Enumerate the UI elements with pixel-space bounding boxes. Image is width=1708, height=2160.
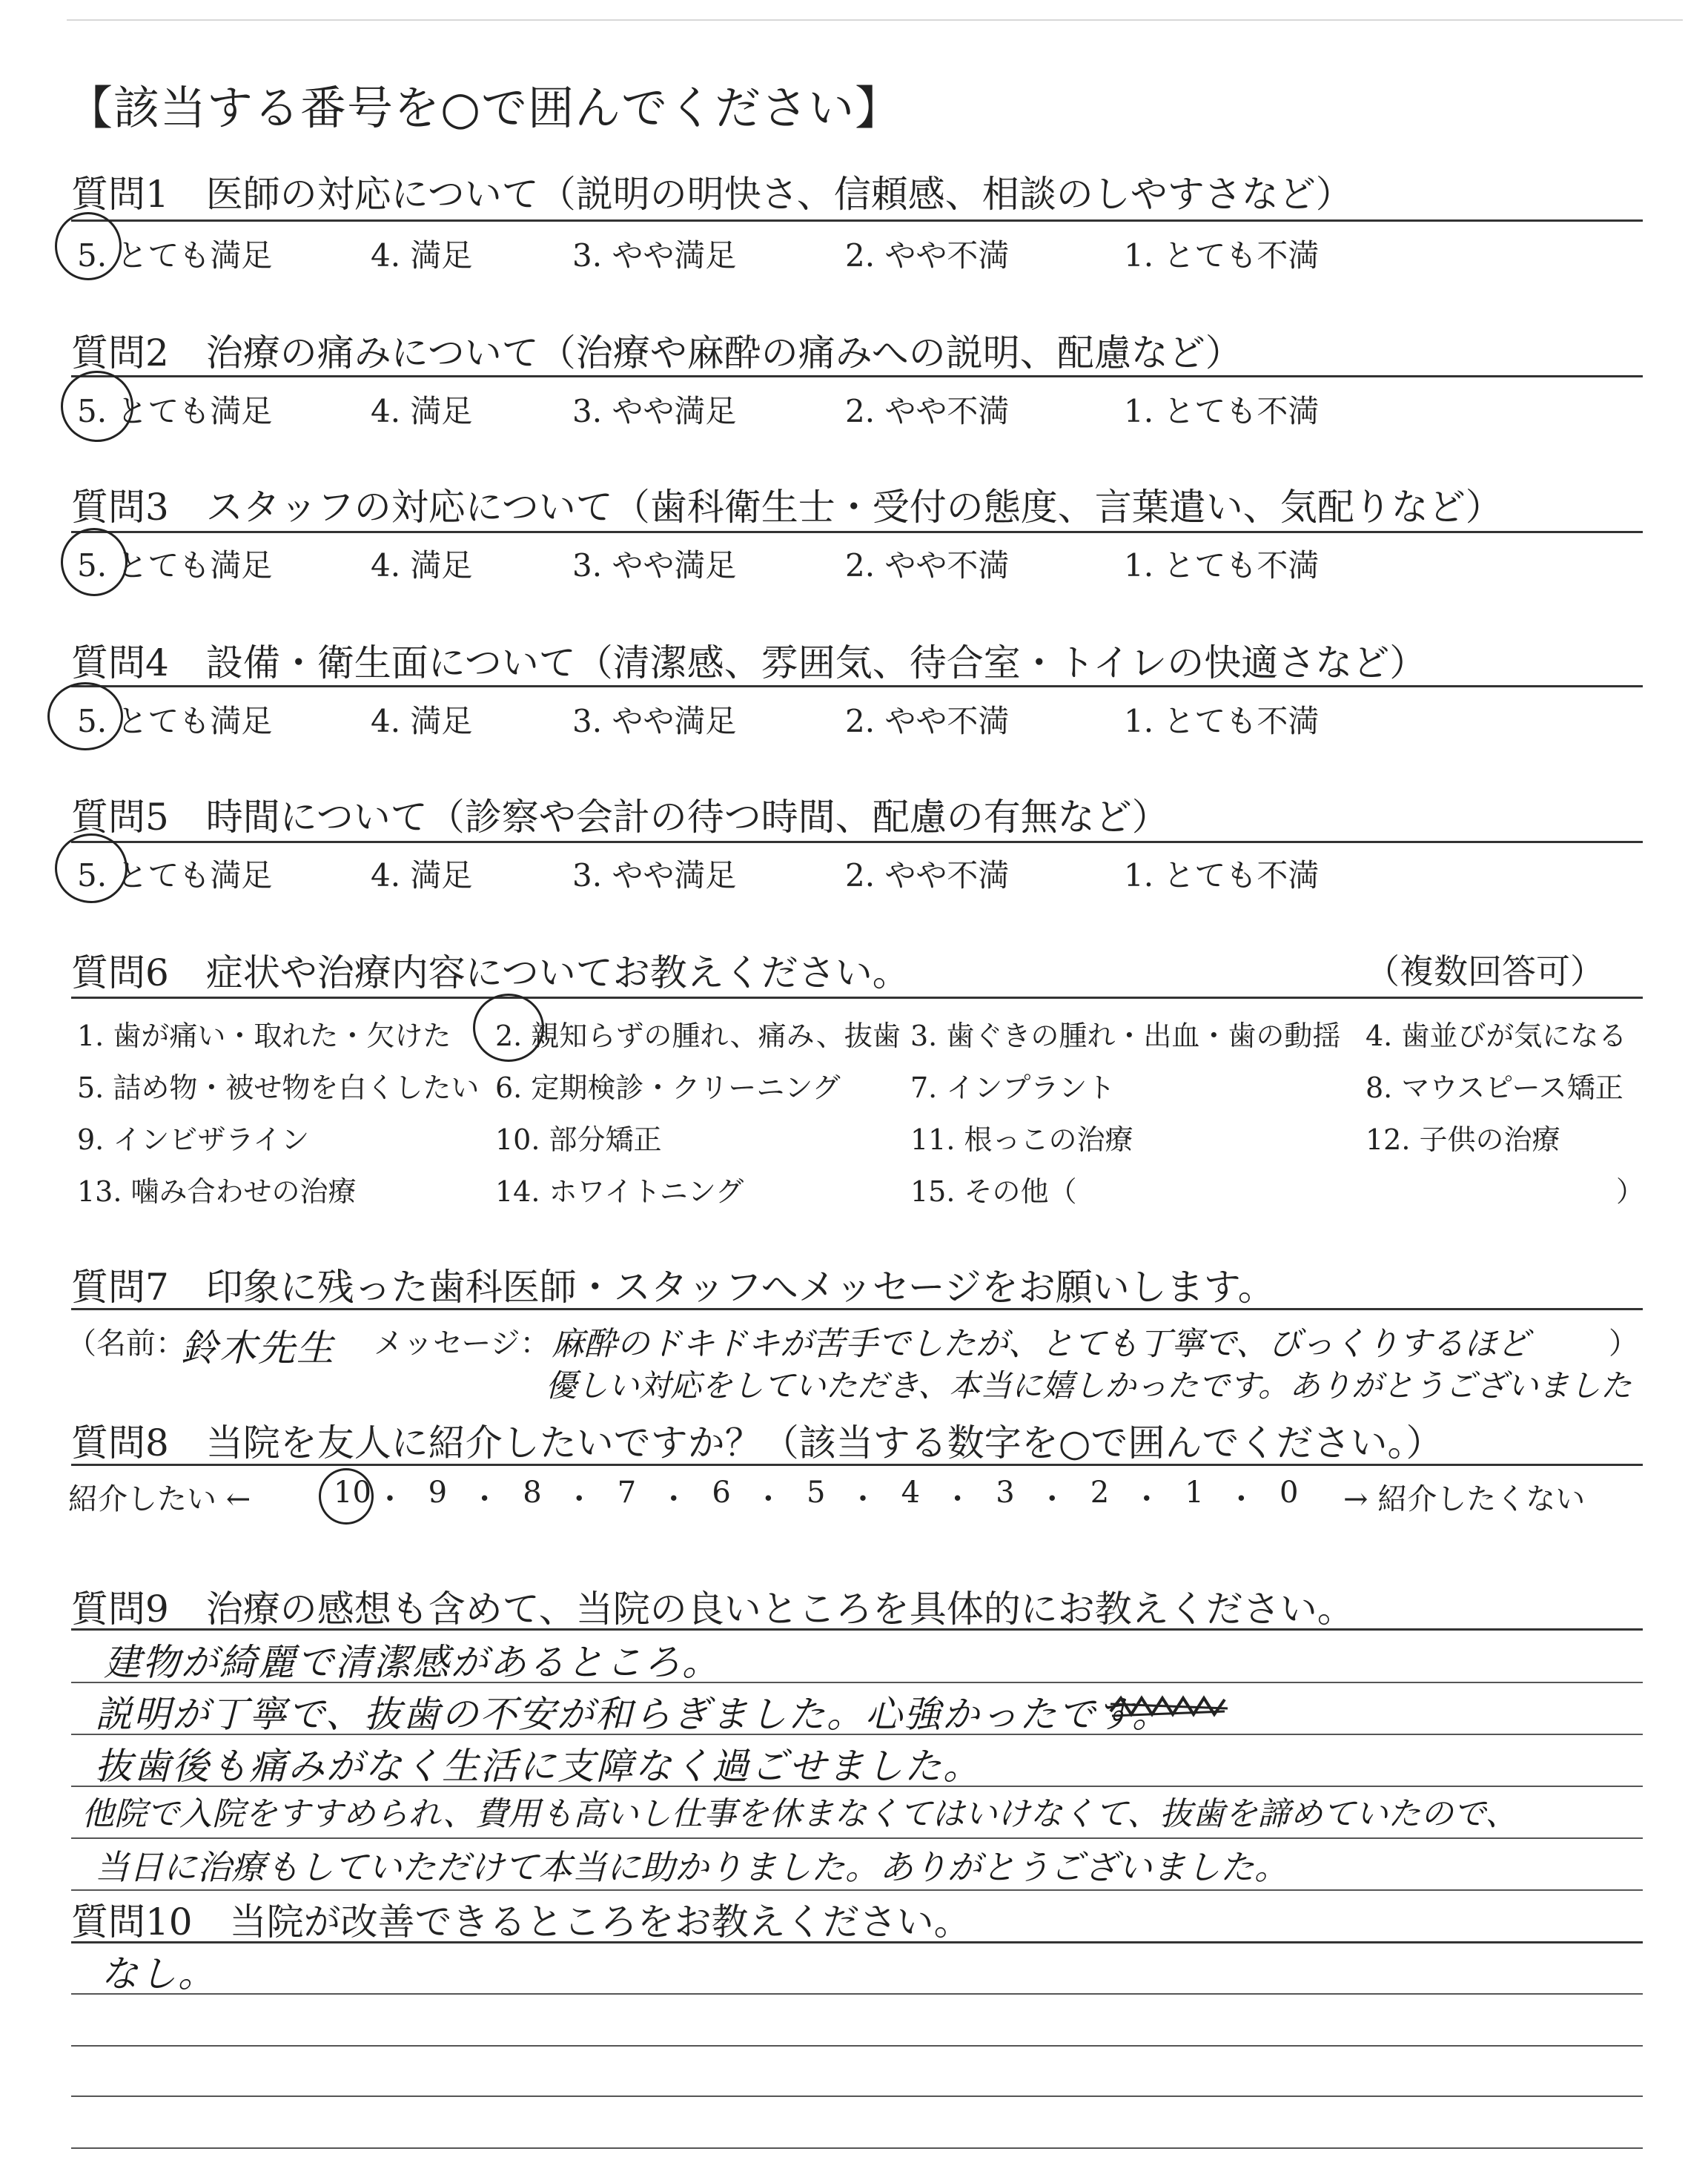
- q6-multiple-note: （複数回答可）: [1366, 951, 1604, 991]
- q7-message-line2[interactable]: 優しい対応をしていただき、本当に嬉しかったです。ありがとうございました: [546, 1367, 1632, 1404]
- q4-title: 質問4 設備・衛生面について（清潔感、雰囲気、待合室・トイレの快適さなど）: [71, 641, 1427, 684]
- q10-line-rule-4: [71, 2147, 1643, 2149]
- q8-scale-value-7[interactable]: 7: [617, 1476, 637, 1510]
- q9-answer-line-1[interactable]: 建物が綺麗で清潔感があるところ。: [104, 1641, 721, 1684]
- q5-option-5[interactable]: 5. とても満足: [77, 857, 273, 894]
- q6-option-15[interactable]: 15. その他（: [910, 1175, 1077, 1208]
- q8-scale-value-3[interactable]: 3: [996, 1476, 1015, 1510]
- q7-close-paren: ）: [1609, 1327, 1638, 1361]
- q8-scale-value-4[interactable]: 4: [901, 1476, 921, 1510]
- q8-scale-value-6[interactable]: 6: [712, 1476, 731, 1510]
- q8-scale-separator: ・: [848, 1482, 878, 1516]
- q8-scale-value-8[interactable]: 8: [523, 1476, 542, 1510]
- q1-option-4[interactable]: 4. 満足: [371, 237, 473, 274]
- q2-option-2[interactable]: 2. やや不満: [845, 393, 1010, 429]
- q8-scale-value-2[interactable]: 2: [1090, 1476, 1110, 1510]
- q10-line-rule-3: [71, 2095, 1643, 2097]
- q6-option-15-close: ）: [1616, 1175, 1645, 1208]
- q6-selection-circle: [473, 994, 544, 1062]
- q4-option-3[interactable]: 3. やや満足: [572, 703, 737, 739]
- q9-line-rule-4: [71, 1837, 1643, 1839]
- top-border: [67, 19, 1683, 21]
- q1-option-1[interactable]: 1. とても不満: [1124, 237, 1320, 274]
- q7-message-line1[interactable]: 麻酔のドキドキが苦手でしたが、とても丁寧で、びっくりするほど: [552, 1325, 1530, 1363]
- q8-scale-separator: ・: [375, 1482, 405, 1516]
- q6-option-2[interactable]: 2. 親知らずの腫れ、痛み、抜歯: [495, 1020, 901, 1052]
- q7-name-label: （名前：: [67, 1327, 185, 1361]
- q8-scale-separator: ・: [1037, 1482, 1068, 1516]
- q8-right-label: → 紹介したくない: [1343, 1482, 1586, 1516]
- q8-scale-separator: ・: [658, 1482, 689, 1516]
- q3-option-1[interactable]: 1. とても不満: [1124, 547, 1320, 584]
- page-title: 【該当する番号を○で囲んでください】: [67, 81, 902, 135]
- q6-option-9[interactable]: 9. インビザライン: [77, 1123, 310, 1156]
- q1-option-2[interactable]: 2. やや不満: [845, 237, 1010, 274]
- q8-left-label: 紹介したい ←: [68, 1482, 251, 1516]
- q6-option-4[interactable]: 4. 歯並びが気になる: [1366, 1020, 1627, 1052]
- q7-rule: [71, 1308, 1643, 1310]
- q10-answer-line-1[interactable]: なし。: [101, 1952, 216, 1995]
- q2-option-4[interactable]: 4. 満足: [371, 393, 473, 429]
- q1-title: 質問1 医師の対応について（説明の明快さ、信頼感、相談のしやすさなど）: [71, 173, 1353, 216]
- q7-title: 質問7 印象に残った歯科医師・スタッフへメッセージをお願いします。: [71, 1266, 1275, 1309]
- q5-title: 質問5 時間について（診察や会計の待つ時間、配慮の有無など）: [71, 796, 1169, 839]
- q5-selection-circle: [55, 833, 128, 903]
- q2-title: 質問2 治療の痛みについて（治療や麻酔の痛みへの説明、配慮など）: [71, 331, 1242, 374]
- q8-scale-value-1[interactable]: 1: [1185, 1476, 1204, 1510]
- q3-rule: [71, 531, 1643, 533]
- q9-line-rule-5: [71, 1889, 1643, 1891]
- q8-scale-separator: ・: [1131, 1482, 1162, 1516]
- q3-option-3[interactable]: 3. やや満足: [572, 547, 737, 584]
- q8-title: 質問8 当院を友人に紹介したいですか？（該当する数字を○で囲んでください。）: [71, 1421, 1443, 1464]
- q7-name-value[interactable]: 鈴木先生: [181, 1327, 335, 1370]
- q4-option-2[interactable]: 2. やや不満: [845, 703, 1010, 739]
- q3-title: 質問3 スタッフの対応について（歯科衛生士・受付の態度、言葉遣い、気配りなど）: [71, 486, 1503, 529]
- q2-option-1[interactable]: 1. とても不満: [1124, 393, 1320, 429]
- q8-selection-circle: [319, 1468, 374, 1525]
- q5-option-4[interactable]: 4. 満足: [371, 857, 473, 894]
- q6-option-11[interactable]: 11. 根っこの治療: [910, 1123, 1133, 1156]
- q8-scale-value-10[interactable]: 10: [334, 1476, 371, 1510]
- q6-option-5[interactable]: 5. 詰め物・被せ物を白くしたい: [77, 1071, 480, 1104]
- q2-rule: [71, 375, 1643, 377]
- q4-option-1[interactable]: 1. とても不満: [1124, 703, 1320, 739]
- q8-scale-value-9[interactable]: 9: [428, 1476, 448, 1510]
- q6-option-1[interactable]: 1. 歯が痛い・取れた・欠けた: [77, 1020, 451, 1052]
- q6-option-8[interactable]: 8. マウスピース矯正: [1366, 1071, 1623, 1104]
- q4-option-5[interactable]: 5. とても満足: [77, 703, 273, 739]
- q8-scale-separator: ・: [564, 1482, 595, 1516]
- q10-line-rule-2: [71, 2045, 1643, 2047]
- q4-rule: [71, 685, 1643, 687]
- q2-option-5[interactable]: 5. とても満足: [77, 393, 273, 429]
- q6-option-7[interactable]: 7. インプラント: [910, 1071, 1116, 1104]
- q8-scale-separator: ・: [1226, 1482, 1257, 1516]
- q1-option-3[interactable]: 3. やや満足: [572, 237, 737, 274]
- q9-rule: [71, 1628, 1643, 1631]
- q9-scribble: [1106, 1689, 1232, 1726]
- q3-selection-circle: [61, 528, 128, 596]
- q8-scale-value-0[interactable]: 0: [1280, 1476, 1299, 1510]
- q2-selection-circle: [61, 371, 133, 442]
- q6-option-6[interactable]: 6. 定期検診・クリーニング: [495, 1071, 841, 1104]
- q5-rule: [71, 841, 1643, 843]
- q6-title: 質問6 症状や治療内容についてお教えください。: [71, 951, 910, 994]
- q6-option-3[interactable]: 3. 歯ぐきの腫れ・出血・歯の動揺: [910, 1020, 1341, 1052]
- q1-rule: [71, 219, 1643, 222]
- q9-answer-line-5[interactable]: 当日に治療もしていただけて本当に助かりました。ありがとうございました。: [95, 1847, 1288, 1887]
- q5-option-3[interactable]: 3. やや満足: [572, 857, 737, 894]
- q4-selection-circle: [47, 682, 123, 750]
- q9-answer-line-3[interactable]: 抜歯後も痛みがなく生活に支障なく過ごせました。: [95, 1745, 982, 1788]
- q10-title: 質問10 当院が改善できるところをお教えください。: [71, 1900, 971, 1943]
- q8-scale-value-5[interactable]: 5: [807, 1476, 826, 1510]
- q3-option-4[interactable]: 4. 満足: [371, 547, 473, 584]
- q8-scale-separator: ・: [753, 1482, 784, 1516]
- q10-line-rule-1: [71, 1993, 1643, 1995]
- q6-option-10[interactable]: 10. 部分矯正: [495, 1123, 662, 1156]
- q6-rule: [71, 997, 1643, 999]
- q6-option-14[interactable]: 14. ホワイトニング: [495, 1175, 744, 1208]
- q5-option-2[interactable]: 2. やや不満: [845, 857, 1010, 894]
- q4-option-4[interactable]: 4. 満足: [371, 703, 473, 739]
- q10-rule: [71, 1941, 1643, 1943]
- q9-title: 質問9 治療の感想も含めて、当院の良いところを具体的にお教えください。: [71, 1588, 1354, 1631]
- q7-message-label: メッセージ：: [374, 1327, 550, 1361]
- q8-scale-separator: ・: [469, 1482, 500, 1516]
- q3-option-5[interactable]: 5. とても満足: [77, 547, 273, 584]
- q1-selection-circle: [55, 212, 122, 280]
- q3-option-2[interactable]: 2. やや不満: [845, 547, 1010, 584]
- q1-option-5[interactable]: 5. とても満足: [77, 237, 273, 274]
- q5-option-1[interactable]: 1. とても不満: [1124, 857, 1320, 894]
- q2-option-3[interactable]: 3. やや満足: [572, 393, 737, 429]
- q9-answer-line-4[interactable]: 他院で入院をすすめられ、費用も高いし仕事を休まなくてはいけなくて、抜歯を諦めていたので、: [82, 1795, 1518, 1833]
- q6-option-12[interactable]: 12. 子供の治療: [1366, 1123, 1560, 1156]
- q8-scale-separator: ・: [942, 1482, 973, 1516]
- q9-answer-line-2[interactable]: 説明が丁寧で、抜歯の不安が和らぎました。心強かったです。: [95, 1693, 1171, 1736]
- q8-rule: [71, 1464, 1643, 1466]
- q6-option-13[interactable]: 13. 噛み合わせの治療: [77, 1175, 357, 1208]
